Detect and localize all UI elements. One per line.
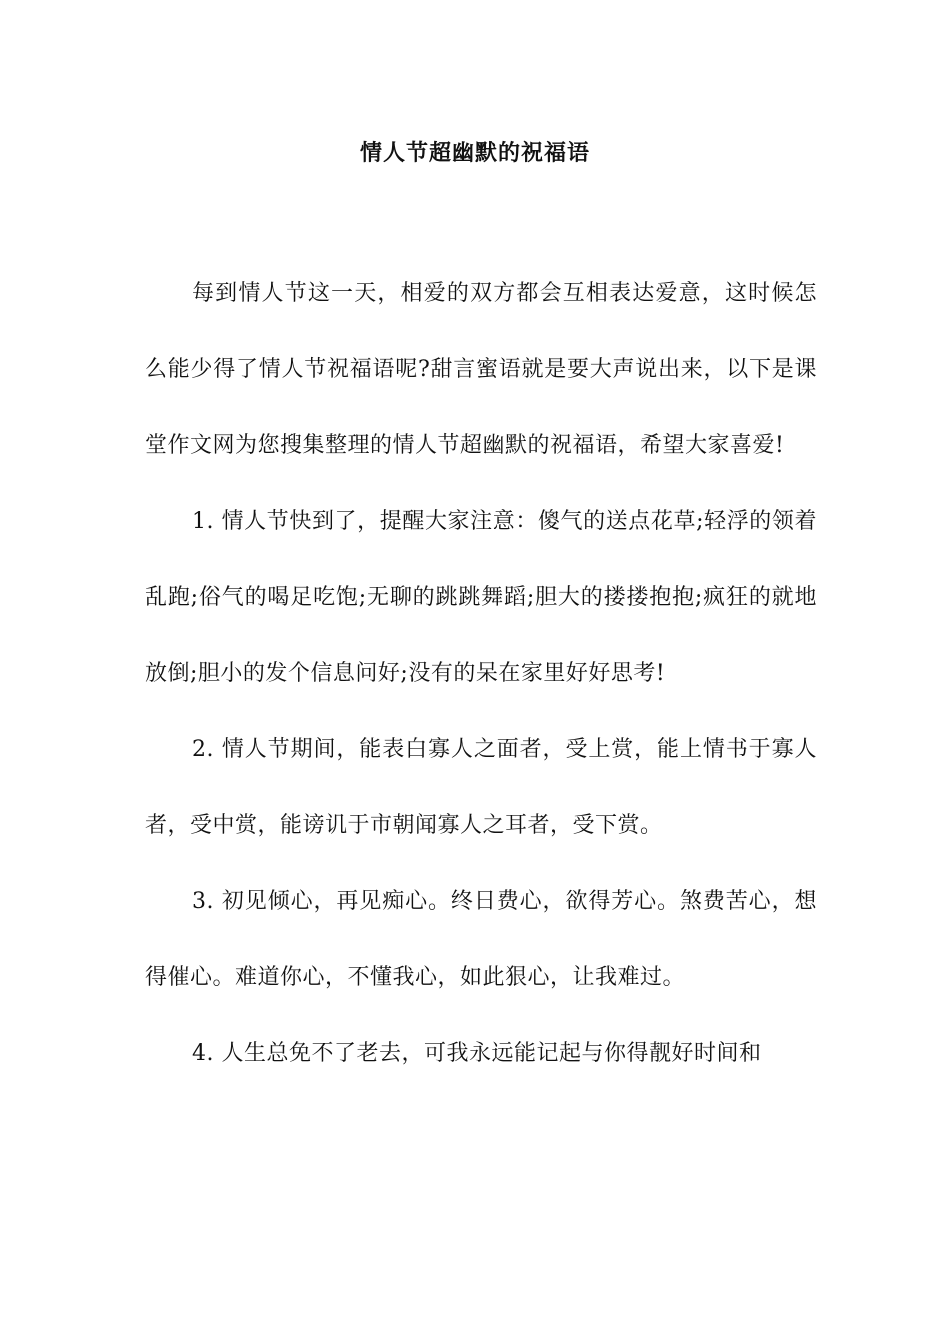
intro-paragraph: 每到情人节这一天，相爱的双方都会互相表达爱意，这时候怎么能少得了情人节祝福语呢?甜言蜜语就是要大声说出来，以下是课堂作文网为您搜集整理的情人节超幽默的祝福语，希望大家喜爱!: [145, 281, 817, 458]
greeting-item-1: 1. 情人节快到了，提醒大家注意：傻气的送点花草;轻浮的领着乱跑;俗气的喝足吃饱;无聊的跳跳舞蹈;胆大的搂搂抱抱;疯狂的就地放倒;胆小的发个信息问好;没有的呆在家里好好思考!: [145, 509, 817, 686]
document-title: 情人节超幽默的祝福语: [359, 140, 590, 166]
greeting-item-3: 3. 初见倾心，再见痴心。终日费心，欲得芳心。煞费苦心，想得催心。难道你心，不懂我心，如此狠心，让我难过。: [145, 889, 817, 990]
greeting-item-2: 2. 情人节期间，能表白寡人之面者，受上赏，能上情书于寡人者，受中赏，能谤讥于市朝闻寡人之耳者，受下赏。: [145, 737, 817, 838]
document-body: [145, 256, 817, 1092]
greeting-item-4: 4. 人生总免不了老去，可我永远能记起与你得靓好时间和: [192, 1041, 762, 1066]
